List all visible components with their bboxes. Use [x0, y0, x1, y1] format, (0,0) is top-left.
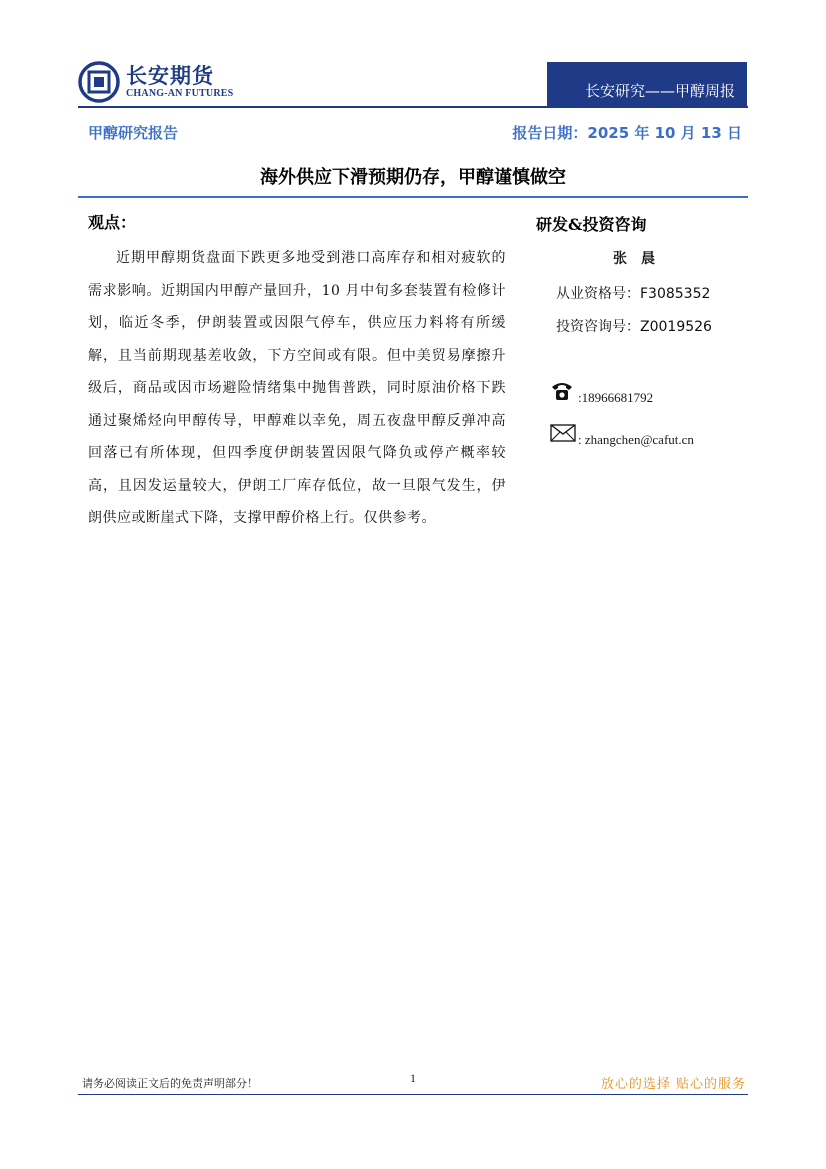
viewpoint-heading: 观点：: [88, 213, 137, 232]
phone-number: :18966681792: [578, 390, 654, 405]
qualification-label: 从业资格号：: [556, 286, 640, 302]
report-type: 甲醇研究报告: [88, 124, 179, 142]
disclaimer-note: 请务必阅读正文后的免责声明部分！: [82, 1077, 258, 1090]
logo-text-en: CHANG-AN FUTURES: [126, 88, 234, 99]
header-banner: [547, 62, 747, 106]
report-title: 海外供应下滑预期仍存，甲醇谨慎做空: [260, 167, 566, 188]
viewpoint-body: 近期甲醇期货盘面下跌更多地受到港口高库存和相对疲软的需求影响。近期国内甲醇产量回升，10 月中旬多套装置有检修计划，临近冬季，伊朗装置或因限气停车，供应压力料将有所缓解，且当前期现基差收敛，下方空间或有限。但中美贸易摩擦升级后，商品或因市场避险情绪集中抛售普跌，同时原油价格下跌通过聚烯烃向甲醇传导，甲醇难以幸免，周五夜盘甲醇反弹冲高回落已有所体现，但四季度伊朗装置因限气降负或停产概率较高，且因发运量较大，伊朗工厂库存低位，故一旦限气发生，伊朗供应或断崖式下降，支撑甲醇价格上行。仅供参考。: [88, 250, 506, 526]
qualification-row: [556, 283, 710, 303]
header-banner-label: 长安研究——甲醇周报: [584, 82, 735, 100]
header-rule: [78, 106, 748, 108]
report-date: 报告日期：2025 年 10 月 13 日: [512, 124, 742, 142]
company-logo: [78, 60, 248, 104]
envelope-icon: [550, 424, 576, 442]
footer-slogan: 放心的选择 贴心的服务: [600, 1077, 746, 1092]
title-rule: [78, 196, 748, 198]
logo-text-cn: 长安期货: [126, 64, 214, 88]
logo-mark-icon: [78, 61, 120, 103]
analyst-heading: 研发&投资咨询: [536, 215, 647, 234]
email-address[interactable]: : zhangchen@cafut.cn: [578, 432, 694, 447]
consult-label: 投资咨询号：: [556, 319, 640, 335]
consult-row: [556, 316, 712, 336]
analyst-name: 张晨: [613, 251, 669, 267]
phone-icon: [550, 380, 574, 402]
consult-number: Z0019526: [640, 319, 712, 335]
page-number: 1: [410, 1071, 416, 1085]
footer-rule: [78, 1094, 748, 1095]
qualification-number: F3085352: [640, 286, 711, 302]
